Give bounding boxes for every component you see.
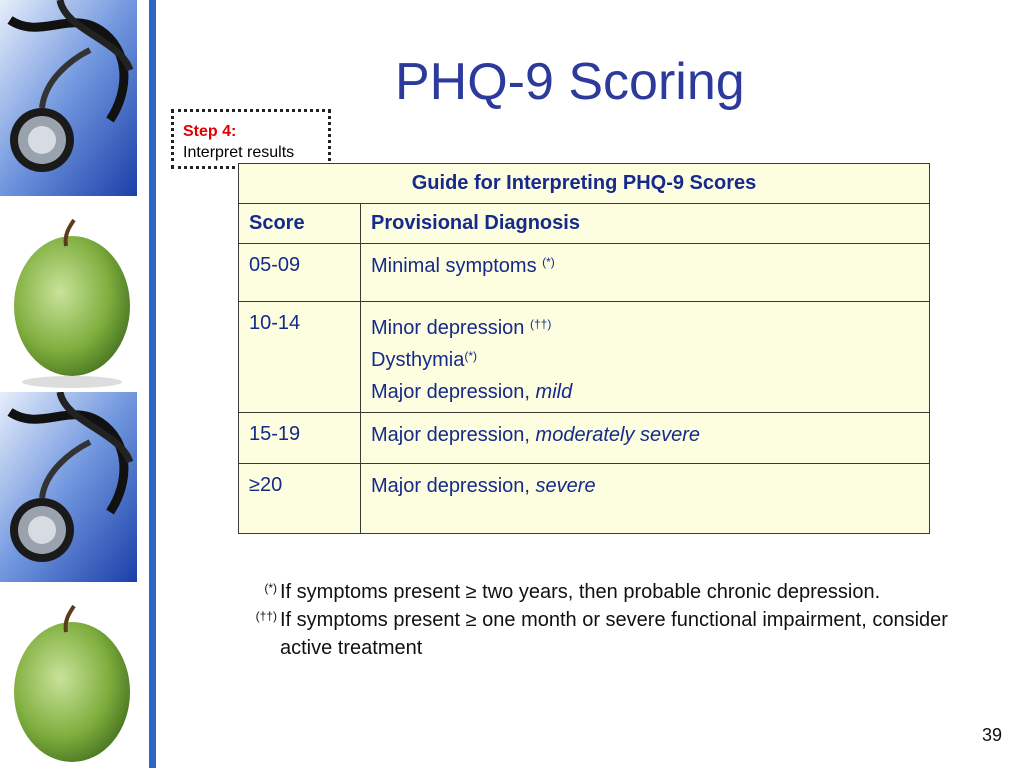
diagnosis-line — [371, 376, 919, 408]
footnote — [230, 606, 970, 662]
footnote-marker: (††) — [255, 609, 277, 623]
stethoscope-image — [0, 392, 137, 582]
phq9-interpretation-table — [238, 163, 930, 534]
decorative-image-strip — [0, 0, 137, 768]
step-label: Step 4: — [183, 123, 237, 140]
diagnosis-text: Major depression, — [371, 475, 536, 497]
diagnosis-cell — [361, 464, 930, 534]
table-row — [239, 464, 930, 534]
diagnosis-line — [371, 254, 919, 278]
page-number: 39 — [982, 725, 1003, 745]
severity-text: moderately severe — [535, 424, 701, 446]
score-cell: 10-14 — [239, 302, 361, 413]
footnote-marker: (*) — [264, 581, 277, 595]
footnote-marker: (*) — [464, 349, 478, 363]
severity-text: mild — [535, 381, 573, 403]
footnote-marker: (††) — [529, 317, 552, 331]
diagnosis-line — [371, 312, 919, 344]
green-apple-image — [0, 196, 137, 392]
score-cell: 15-19 — [239, 413, 361, 464]
table-row — [239, 413, 930, 464]
score-cell: ≥20 — [239, 464, 361, 534]
footnote-text: If symptoms present ≥ one month or severe functional impairment, consider active treatment — [280, 609, 948, 659]
diagnosis-text: Minimal symptoms — [371, 255, 543, 277]
diagnosis-text: Major depression, — [371, 381, 536, 403]
diagnosis-cell — [361, 302, 930, 413]
stethoscope-image — [0, 0, 137, 196]
severity-text: severe — [535, 475, 596, 497]
diagnosis-text: Minor depression — [371, 317, 530, 339]
diagnosis-text: Major depression, — [371, 424, 536, 446]
footnotes — [230, 578, 970, 662]
diagnosis-line — [371, 423, 919, 447]
score-cell: 05-09 — [239, 244, 361, 302]
column-header-diagnosis: Provisional Diagnosis — [361, 204, 930, 244]
table-row — [239, 244, 930, 302]
diagnosis-text: Dysthymia — [371, 349, 465, 371]
diagnosis-line — [371, 474, 919, 498]
diagnosis-cell — [361, 244, 930, 302]
footnote — [230, 578, 970, 606]
accent-vertical-bar — [149, 0, 156, 768]
footnote-text: If symptoms present ≥ two years, then probable chronic depression. — [280, 581, 881, 603]
green-apple-image — [0, 582, 137, 768]
column-header-score: Score — [239, 204, 361, 244]
footnote-marker: (*) — [542, 255, 555, 269]
table-caption: Guide for Interpreting PHQ-9 Scores — [239, 164, 930, 204]
diagnosis-line — [371, 344, 919, 376]
table-row — [239, 302, 930, 413]
step-text: Interpret results — [183, 144, 295, 161]
diagnosis-cell — [361, 413, 930, 464]
step-callout — [171, 109, 331, 169]
slide-title: PHQ-9 Scoring — [395, 53, 745, 111]
